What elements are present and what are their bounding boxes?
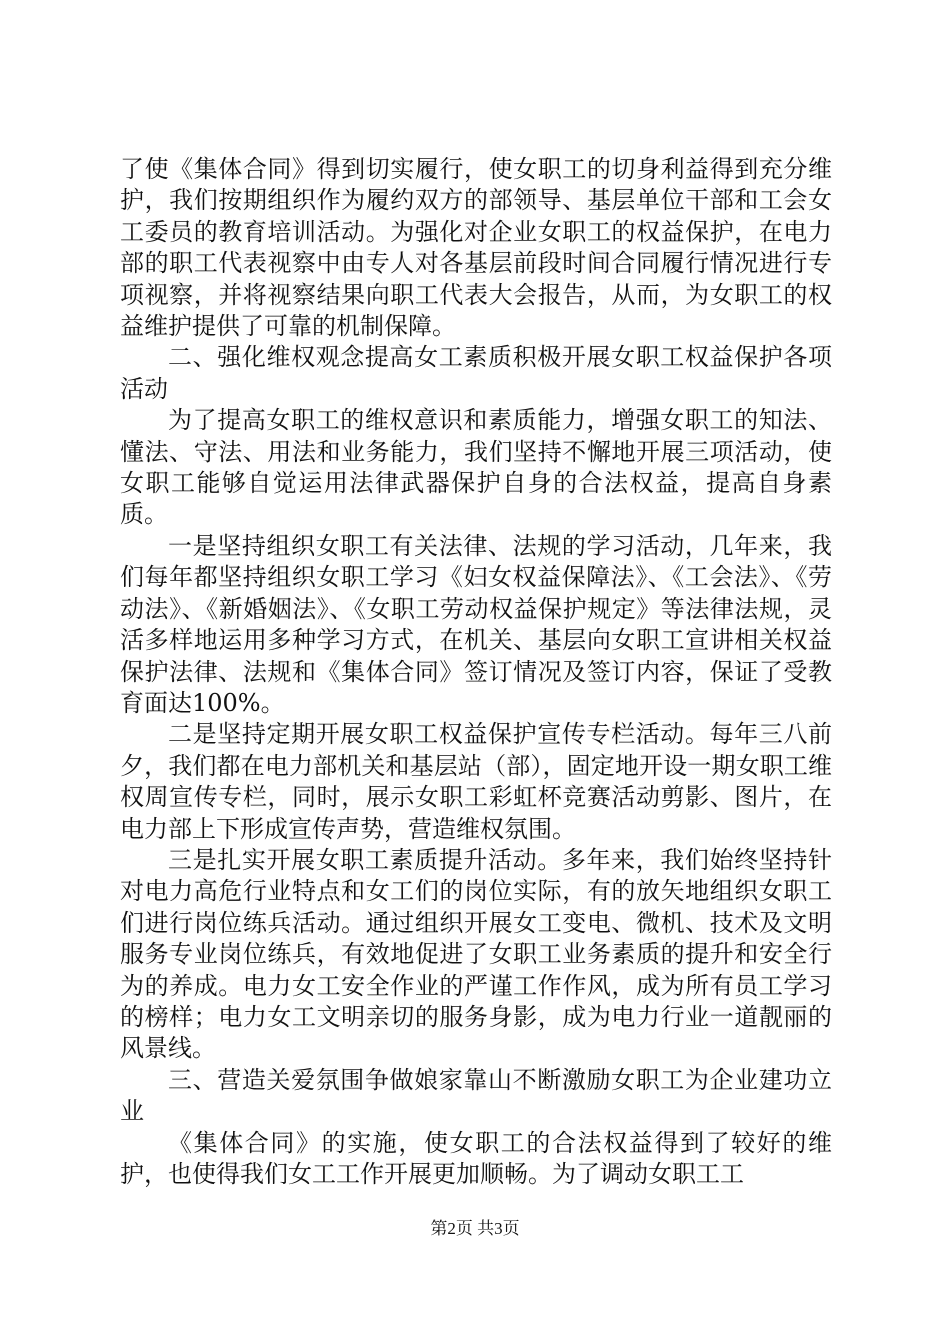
paragraph-intro: 为了提高女职工的维权意识和素质能力，增强女职工的知法、懂法、守法、用法和业务能力，我们坚持不懈地开展三项活动，使女职工能够自觉运用法律武器保护自身的合法权益，提高自身素质。 [120,406,832,529]
section-heading-3: 三、营造关爱氛围争做娘家靠山不断激励女职工为企业建功立业 [120,1065,832,1126]
paragraph-item-3: 三是扎实开展女职工素质提升活动。多年来，我们始终坚持针对电力高危行业特点和女工们的岗位实际，有的放矢地组织女职工们进行岗位练兵活动。通过组织开展女工变电、微机、技术及文明服务专业岗位练兵，有效地促进了女职工业务素质的提升和安全行为的养成。电力女工安全作业的严谨工作作风，成为所有员工学习的榜样；电力女工文明亲切的服务身影，成为电力行业一道靓丽的风景线。 [120,845,832,1063]
document-body [120,154,832,1190]
page-number-footer: 第2页 共3页 [430,1219,520,1238]
paragraph-continuation: 了使《集体合同》得到切实履行，使女职工的切身利益得到充分维护，我们按期组织作为履约双方的部领导、基层单位干部和工会女工委员的教育培训活动。为强化对企业女职工的权益保护，在电力部的职工代表视察中由专人对各基层前段时间合同履行情况进行专项视察，并将视察结果向职工代表大会报告，从而，为女职工的权益维护提供了可靠的机制保障。 [120,155,832,341]
paragraph-closing: 《集体合同》的实施，使女职工的合法权益得到了较好的维护，也使得我们女工工作开展更加顺畅。为了调动女职工工 [120,1128,832,1188]
paragraph-item-2: 二是坚持定期开展女职工权益保护宣传专栏活动。每年三八前夕，我们都在电力部机关和基层站（部），固定地开设一期女职工维权周宣传专栏，同时，展示女职工彩虹杯竞赛活动剪影、图片，在电力部上下形成宣传声势，营造维权氛围。 [120,720,832,843]
paragraph-item-1: 一是坚持组织女职工有关法律、法规的学习活动，几年来，我们每年都坚持组织女职工学习《妇女权益保障法》、《工会法》、《劳动法》、《新婚姻法》、《女职工劳动权益保护规定》等法律法规，灵活多样地运用多种学习方式，在机关、基层向女职工宣讲相关权益保护法律、法规和《集体合同》签订情况及签订内容，保证了受教育面达100%。 [120,531,832,717]
section-heading-2: 二、强化维权观念提高女工素质积极开展女职工权益保护各项活动 [120,343,832,403]
